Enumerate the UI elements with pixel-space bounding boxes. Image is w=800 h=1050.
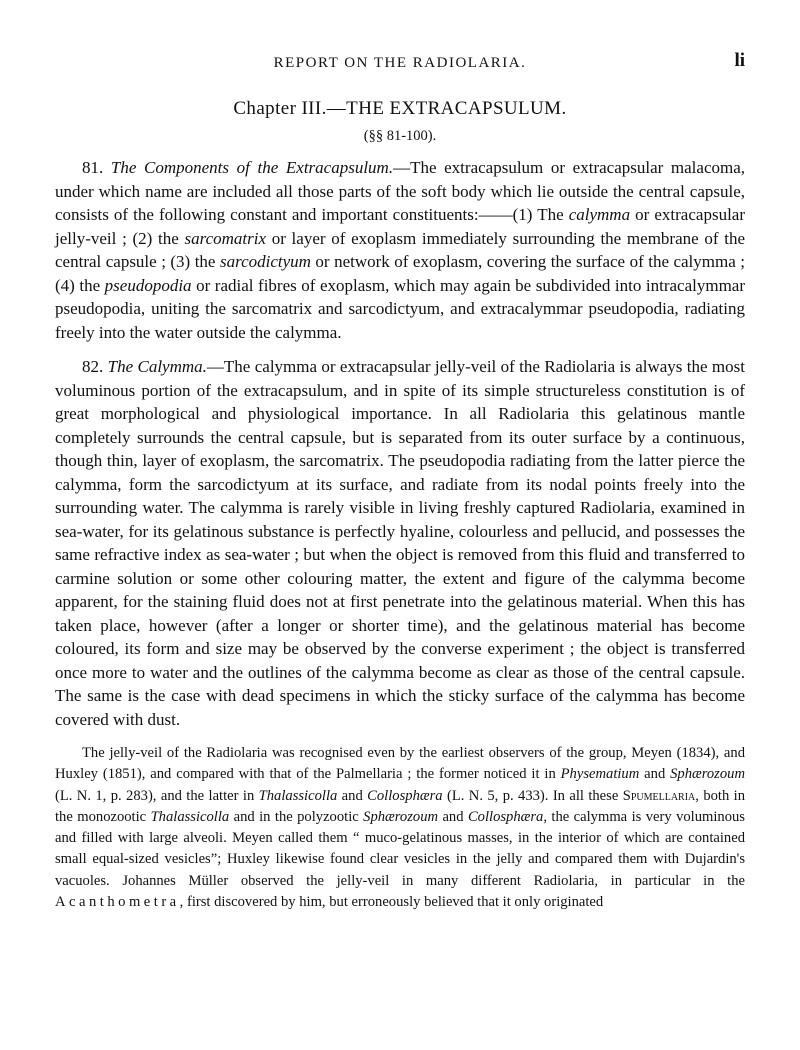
section-heading: The Calymma. [107, 357, 207, 376]
text-run: or extracapsular jelly-veil ; (2) the [55, 205, 745, 248]
text-run: and [639, 766, 671, 783]
text-run: , both in the monozootic [55, 787, 746, 825]
text-run: and [438, 808, 468, 825]
genus-name: Physematium [560, 766, 640, 783]
genus-name: Thalassicolla [258, 787, 338, 804]
genus-name: Collosphæra [367, 787, 443, 804]
term-italic: calymma [568, 205, 631, 224]
running-title: REPORT ON THE RADIOLARIA. [273, 55, 527, 71]
group-name: Spumellaria [622, 787, 696, 804]
section-range: (§§ 81-100). [363, 128, 437, 144]
term-italic: pseudopodia [104, 275, 192, 295]
text-run: (L. N. 1, p. 283), and the latter in [55, 787, 259, 804]
term-italic: sarcomatrix [184, 228, 266, 248]
text-run: (L. N. 5, p. 433). In all these [442, 787, 623, 804]
text-run: or network of exoplasm, covering the surface of the calymma ; (4) the [55, 252, 745, 295]
chapter-title: Chapter III.—THE EXTRACAPSULUM. [233, 98, 567, 119]
paragraph-82 [55, 355, 745, 731]
genus-name: Sphærozoum [670, 766, 745, 783]
text-run: —The extracapsulum or extracapsular malacoma, under which name are included all those parts of the soft body which lie outside the central capsule, consists of the following constant and important constituents:——(1) The [55, 158, 746, 224]
para-number: 82. [82, 357, 108, 376]
paragraph-81 [55, 156, 745, 344]
section-heading: The Components of the Extracapsulum. [110, 158, 394, 177]
text-run: and in the polyzootic [229, 808, 364, 825]
text-run: , the calymma is very voluminous and filled with large alveoli. Meyen called them “ muco-gelatinous masses, in the interior of which are contained small equal-sized vesicles”; Huxley likewise found clear vesicles in the jelly and compared them with Dujardin's vacuoles. Johannes Müller observed the jelly-veil in many different Radiolaria, in particular in the [55, 808, 745, 889]
text-run: or layer of exoplasm immediately surrounding the membrane of the central capsule ; (3) the [55, 228, 745, 271]
running-head [55, 48, 745, 78]
text-run: and [337, 787, 368, 804]
para-number: 81. [82, 158, 111, 177]
genus-name: Collosphæra [467, 808, 544, 825]
term-italic: sarcodictyum [219, 252, 311, 271]
page [55, 48, 745, 913]
text-run: —The calymma or extracapsular jelly-veil of the Radiolaria is always the most voluminous portion of the extracapsulum, and in spite of its simple structureless constitution is of great morphological and physiological importance. In all Radiolaria this gelatinous mantle completely surrounds the central capsule, but is separated from its outer surface by a continuous, though thin, layer of exoplasm, the sarcomatrix. The pseudopodia radiating from the latter pierce the calymma, form the sarcodictyum at its surface, and radiate from its nodal points freely into the surrounding water. The calymma is rarely visible in living freshly captured Radiolaria, examined in sea-water, for its gelatinous substance is perfectly hyaline, colourless and pellucid, and possesses the same refractive index as sea-water ; but when the object is removed from this fluid and transferred to carmine solution or some other colouring matter, the extent and figure of the calymma become apparent, for the staining fluid does not at first penetrate into the gelatinous material. When this has taken place, however (after a longer or shorter time), and the gelatinous material has become coloured, its form and size may be observed by the converse experiment ; the object is transferred once more to water and the outlines of the calymma become as clear as those of the central capsule. The same is the case with dead specimens in which the sticky surface of the calymma has become covered with dust. [55, 357, 745, 729]
text-run: or radial fibres of exoplasm, which may again be subdivided into intracalymmar pseudopodia, uniting the sarcomatrix and sarcodictyum, and extracalymmar pseudopodia, radiating freely into the water outside the calymma. [55, 275, 745, 342]
genus-name: Thalassicolla [150, 808, 230, 825]
page-number: li [734, 50, 745, 71]
text-run: , first discovered by him, but erroneously believed that it only originated [179, 894, 604, 911]
historical-note [55, 743, 745, 913]
text-run: The jelly-veil of the Radiolaria was recognised even by the earliest observers of the group, Meyen (1834), and Huxley (1851), and compared with that of the Palmellaria ; the former noticed it in [55, 745, 745, 783]
group-name-spaced: Acanthometra [55, 894, 180, 911]
genus-name: Sphærozoum [363, 808, 439, 825]
